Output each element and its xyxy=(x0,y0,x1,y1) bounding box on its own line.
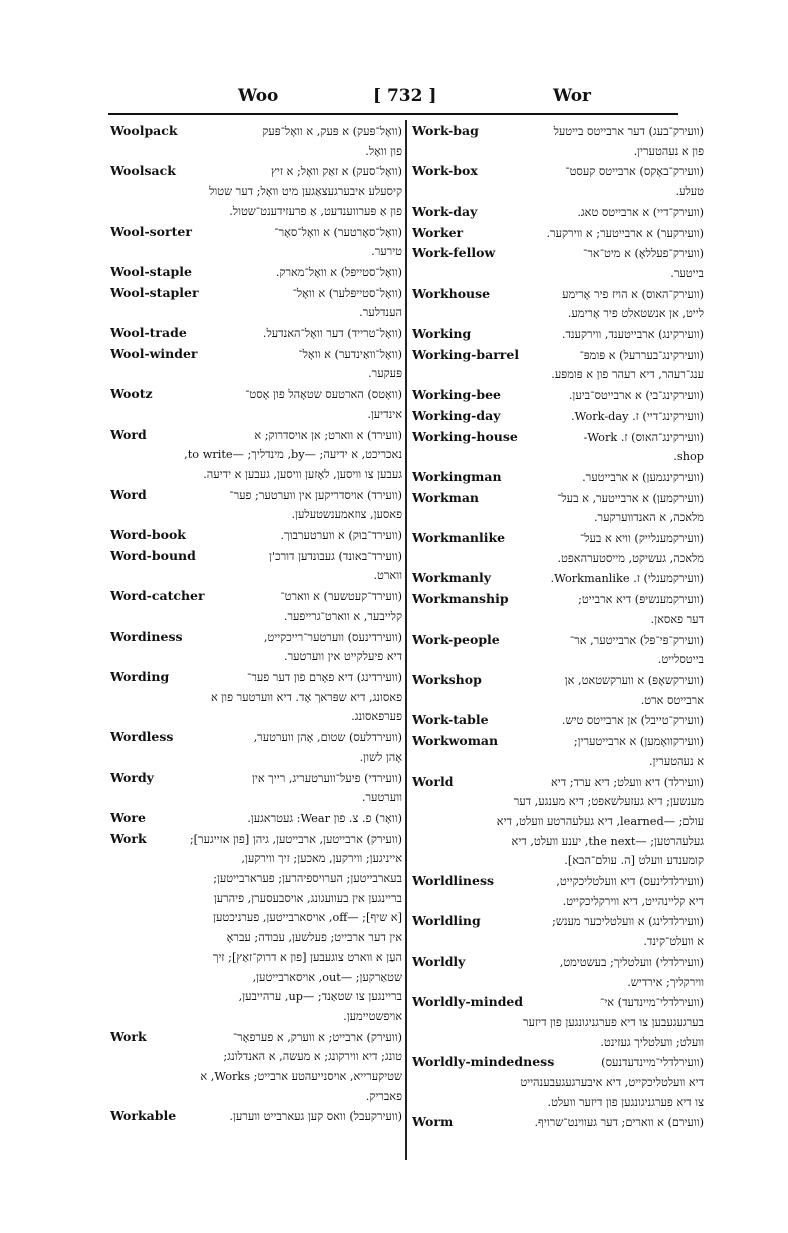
entry-definition-continued: לייט, אן אנשטאלט פיר אָרימע. xyxy=(567,307,704,321)
entry-definition: (וואָל־פּעק) א פּעק, א וואָל־פּעק xyxy=(262,125,402,138)
dictionary-entry xyxy=(412,589,704,629)
dictionary-entry xyxy=(110,1106,402,1127)
entry-definition: (וועירק־דיי) א ארבייטס טאג. xyxy=(577,205,704,219)
entry-headword: Work-day xyxy=(412,203,478,219)
entry-definition-continued: פון א נעהטערין. xyxy=(633,144,704,158)
dictionary-entry xyxy=(110,283,402,323)
entry-headword: Woolsack xyxy=(110,163,176,179)
entry-headword: Workhouse xyxy=(412,285,491,301)
dictionary-entry xyxy=(412,992,704,1052)
entry-headword: Worldly-minded xyxy=(412,994,524,1010)
entry-definition-continued: בריינגען אין בעוועגונג, אויסבעסערן, פיהרען xyxy=(213,891,402,905)
entry-definition-continued: געלעהרטען; —the next, יענע וועלט, דיא xyxy=(511,834,704,848)
entry-first-line xyxy=(412,121,704,142)
entry-definition: (וועירקוואָמען) א ארבייטערין; xyxy=(573,735,704,749)
page-number: [ 732 ] xyxy=(373,86,437,106)
entry-definition: (וועירקינג־האוס) ז. Work- xyxy=(583,430,704,444)
entry-definition-continued: פון וואָל. xyxy=(365,144,402,158)
dictionary-entry xyxy=(412,202,704,223)
entry-headword: Workmanly xyxy=(412,570,492,586)
entry-headword: Workable xyxy=(110,1108,177,1124)
entry-definition: (וועירק־פּי־פּל) ארבייטער, אר־ xyxy=(569,633,704,647)
entry-definition: (וועירקשאָפּ) א ווערקשטאט, אן xyxy=(564,673,704,687)
entry-first-line xyxy=(110,262,402,283)
entry-definition: (וואָל־וואַינדער) א וואָל־ xyxy=(298,347,402,361)
entry-definition-continued: אָהן לשון. xyxy=(359,750,402,764)
entry-definition-continued: טונג; דיא ווירקונג; א מעשה, א האנדלונג; xyxy=(223,1050,402,1064)
entry-headword: Wordy xyxy=(110,769,154,785)
entry-definition: (וועירדינעס) ווערטער־רייכקייט, xyxy=(263,630,402,644)
entry-headword: Worldliness xyxy=(412,873,495,889)
entry-definition-continued: קומענדע וועלט [ה. עולם־הבא]. xyxy=(564,854,704,868)
entry-first-line xyxy=(412,467,704,488)
entry-definition: (וואָל־סאָרטער) א וואָל־סאָר־ xyxy=(274,225,402,239)
entry-definition-continued: אין דער ארבייט; פעלשען, עבודה; עבראָ xyxy=(226,931,402,945)
dictionary-entry xyxy=(412,284,704,324)
column-divider xyxy=(405,120,407,1160)
entry-headword: Workwoman xyxy=(412,733,499,749)
entry-definition-continued: דיא קליינהייט, דיא ווירקליכקייט. xyxy=(562,894,704,908)
entry-definition-continued: דיא פיעלקייט אין ווערטער. xyxy=(284,650,402,664)
entry-headword: Work xyxy=(110,830,147,846)
dictionary-entry xyxy=(110,1027,402,1107)
entry-first-line xyxy=(412,284,704,305)
entry-definition-continued: דער פאסאן. xyxy=(650,612,704,626)
dictionary-entry xyxy=(412,161,704,201)
entry-definition: (וועירד) אויסדריקען אין ווערטער; פער־ xyxy=(229,488,402,502)
entry-definition: (וועירק־בעג) דער ארבייטס בייטעל xyxy=(553,125,704,138)
entry-definition: (וואָל־סעק) א זאַק וואָל; א זיץ xyxy=(271,165,402,179)
entry-definition-continued: קיסעלע איבערגעצאַגען מיט וואָל; דער שטול xyxy=(209,185,402,199)
entry-headword: Workmanlike xyxy=(412,530,506,546)
left-column xyxy=(110,121,402,1127)
entry-first-line xyxy=(110,768,402,789)
dictionary-entry xyxy=(110,323,402,344)
entry-definition-continued: א נעהטערין. xyxy=(648,754,704,768)
entry-definition-continued: טירער. xyxy=(371,245,402,259)
entry-definition-continued: פאסען, צוזאמענשטעלען. xyxy=(291,508,402,522)
entry-definition: (וועירלדלי־מיינדעדנעס) xyxy=(601,1056,704,1070)
entry-definition: (וועירקמענלי) ז. Workmanlike. xyxy=(550,572,704,586)
entry-definition-continued: [א שיף]; —off, אויסארבייטען, פערניכטען xyxy=(213,911,402,925)
entry-first-line xyxy=(110,808,402,829)
entry-definition-continued: פערפאסונג. xyxy=(351,710,402,724)
entry-definition: (וועירק־פעללאָ) א מיט־אר־ xyxy=(583,247,704,261)
entry-definition-continued: ענג־רעהר, דיא רעהר פון א פּומפּע. xyxy=(551,368,704,382)
entry-first-line xyxy=(110,121,402,142)
dictionary-entry xyxy=(110,161,402,221)
entry-first-line xyxy=(110,627,402,648)
entry-definition: (וועירלדלי) וועלטליך; בעשטימט, xyxy=(559,955,704,969)
entry-definition-continued: ווארט. xyxy=(373,569,402,583)
dictionary-entry xyxy=(412,488,704,528)
entry-headword: Working-barrel xyxy=(412,346,520,362)
entry-definition: (וועירדלעס) שטום, אָהן ווערטער, xyxy=(253,731,402,745)
dictionary-entry xyxy=(412,670,704,710)
entry-headword: Work xyxy=(110,1028,147,1044)
entry-headword: Work-people xyxy=(412,631,500,647)
entry-definition: (וואָל־טרייד) דער וואָל־האנדעל. xyxy=(262,327,402,341)
entry-first-line xyxy=(110,161,402,182)
dictionary-entry xyxy=(412,630,704,670)
entry-headword: Wool-staple xyxy=(110,263,192,279)
entry-first-line xyxy=(412,223,704,244)
entry-first-line xyxy=(110,727,402,748)
entry-headword: Work-table xyxy=(412,712,489,728)
entry-definition-continued: עולם; —learned, דיא געלעהרטע וועלט, דיא xyxy=(496,814,704,828)
entry-first-line xyxy=(110,485,402,506)
dictionary-entry xyxy=(412,385,704,406)
entry-first-line xyxy=(412,345,704,366)
entry-first-line xyxy=(110,829,402,850)
entry-definition-continued: מלאכה, א האנדווערקער. xyxy=(593,511,704,525)
dictionary-entry xyxy=(110,586,402,626)
entry-first-line xyxy=(110,283,402,304)
entry-first-line xyxy=(412,202,704,223)
entry-headword: Work-fellow xyxy=(412,245,496,261)
dictionary-entry xyxy=(110,727,402,767)
entry-headword: Wool-stapler xyxy=(110,284,199,300)
entry-headword: Word-bound xyxy=(110,547,196,563)
entry-definition-continued: בריינגען צו שטאַנד; —up, ערהייבען, xyxy=(238,990,402,1004)
entry-first-line xyxy=(412,243,704,264)
entry-headword: Worldly-mindedness xyxy=(412,1054,555,1070)
entry-headword: Work-box xyxy=(412,163,478,179)
page-header xyxy=(108,82,678,112)
entry-first-line xyxy=(412,568,704,589)
dictionary-entry xyxy=(110,344,402,384)
entry-first-line xyxy=(412,385,704,406)
entry-first-line xyxy=(110,323,402,344)
entry-definition: (וועירד־באונד) געבונדען דורכ'ן xyxy=(269,549,402,563)
dictionary-entry xyxy=(110,627,402,667)
entry-first-line xyxy=(110,1106,402,1127)
entry-definition-continued: קלייבער, א ווארט־גרייפער. xyxy=(283,609,402,623)
dictionary-entry xyxy=(412,1112,704,1133)
dictionary-entry xyxy=(110,667,402,727)
dictionary-entry xyxy=(110,808,402,829)
entry-first-line xyxy=(412,911,704,932)
dictionary-entry xyxy=(110,262,402,283)
dictionary-entry xyxy=(412,223,704,244)
entry-headword: Wool-winder xyxy=(110,345,198,361)
dictionary-entry xyxy=(110,829,402,1027)
entry-definition: (וואָטס) הארטעס שטאָהל פון אָסט־ xyxy=(245,388,402,402)
entry-definition-continued: פאבריק. xyxy=(365,1089,402,1103)
entry-definition-continued: בייטסלייט. xyxy=(657,653,704,667)
dictionary-entry xyxy=(412,772,704,872)
entry-definition: (וועירקמענלייק) וויא א בעל־ xyxy=(579,532,704,546)
entry-definition-continued: אייניגען; ווירקען, מאכען; זיך ווירקען, xyxy=(241,852,402,866)
entry-definition-continued: אינדיען. xyxy=(367,407,402,421)
entry-first-line xyxy=(412,731,704,752)
entry-headword: Work-bag xyxy=(412,123,479,138)
entry-first-line xyxy=(412,324,704,345)
dictionary-entry xyxy=(412,952,704,992)
entry-first-line xyxy=(110,222,402,243)
dictionary-entry xyxy=(110,425,402,485)
entry-first-line xyxy=(110,425,402,446)
entry-definition: (וועירק) ארבייטען, ארבייטען, גיהן [פון אזייגער]; xyxy=(189,832,402,846)
entry-definition: (וועירקינג־דיי) ז. Work-day. xyxy=(571,409,704,423)
entry-first-line xyxy=(412,589,704,610)
entry-first-line xyxy=(110,525,402,546)
header-rule xyxy=(108,113,678,115)
entry-headword: Workingman xyxy=(412,468,502,484)
entry-headword: Wordiness xyxy=(110,628,183,644)
entry-headword: Workman xyxy=(412,489,480,505)
dictionary-entry xyxy=(412,1052,704,1112)
entry-definition: (וועירדינג) דיא פאָרם פון דער פער־ xyxy=(247,670,402,684)
entry-definition-continued: ארבייטס ארט. xyxy=(640,693,704,707)
entry-first-line xyxy=(412,772,704,793)
entry-definition: (וועירקינג־בי) א ארבייטס־ביען. xyxy=(568,389,704,403)
entry-definition: (וועירקינג־בעררעל) א פּומפּ־ xyxy=(579,348,704,362)
entry-headword: Worldling xyxy=(412,913,481,929)
dictionary-entry xyxy=(110,768,402,808)
entry-first-line xyxy=(412,427,704,448)
entry-definition-continued: הענדלער. xyxy=(359,306,402,320)
entry-headword: Working-bee xyxy=(412,387,502,403)
entry-definition-continued: שטאַרקען; —out, אויסארבייטען, xyxy=(252,970,402,984)
entry-definition-continued: שטיקערייא, אויסנייעהטע ארבייט; Works, א xyxy=(200,1070,402,1084)
entry-first-line xyxy=(110,586,402,607)
entry-headword: Word xyxy=(110,426,147,442)
entry-headword: Word xyxy=(110,486,147,502)
entry-first-line xyxy=(412,992,704,1013)
entry-headword: Wootz xyxy=(110,386,153,402)
entry-definition-continued: בעארבייטען; הערויספיהרען; פערארבייטען; xyxy=(213,872,402,886)
entry-definition: (וועירק־האוס) א הויז פיר אָרימע xyxy=(562,287,704,301)
dictionary-entry xyxy=(412,324,704,345)
entry-headword: Worker xyxy=(412,224,464,240)
entry-definition: (וועירקמענשיפּ) דיא ארבייט; xyxy=(578,593,704,607)
entry-definition-continued: העַן א ווארט צוגעבען [פון א דרוק־זאַץ]; זיך xyxy=(212,950,402,964)
entry-definition-continued: א וועלט־קינד. xyxy=(643,935,704,949)
dictionary-entry xyxy=(412,467,704,488)
entry-headword: Working-house xyxy=(412,428,518,444)
entry-first-line xyxy=(110,344,402,365)
entry-definition-continued: אויפשטיימען. xyxy=(343,1009,402,1023)
entry-definition: (וועירד־קעטשער) א ווארט־ xyxy=(280,590,402,604)
entry-headword: Wool-sorter xyxy=(110,223,192,239)
entry-headword: Worm xyxy=(412,1114,454,1130)
entry-definition-continued: בייטער. xyxy=(670,266,704,280)
entry-definition: (וועירלדלינג) א וועלטליכער מענש; xyxy=(552,915,704,929)
entry-definition-continued: וועלט; וועלטליך געזינט. xyxy=(600,1035,704,1049)
entry-definition: (וועירד) א ווארט; אן אויסדרוק; א xyxy=(254,428,402,442)
dictionary-entry xyxy=(412,528,704,568)
dictionary-entry xyxy=(412,345,704,385)
entry-first-line xyxy=(412,670,704,691)
right-column xyxy=(412,121,704,1133)
entry-first-line xyxy=(110,1027,402,1048)
entry-definition-continued: מענשען; דיא געזעלשאפט; דיא מענגע, דער xyxy=(513,795,704,809)
dictionary-entry xyxy=(110,546,402,586)
entry-definition: (וועירקינג) ארבייטענד, ווירקענד. xyxy=(561,328,704,342)
entry-first-line xyxy=(412,1052,704,1073)
entry-first-line xyxy=(412,630,704,651)
dictionary-entry xyxy=(412,871,704,911)
entry-first-line xyxy=(110,667,402,688)
entry-definition-continued: בערגעגעבען צו דיא פערגניגונגען פון דיזער xyxy=(523,1015,704,1029)
header-right-guide-word: Wor xyxy=(553,86,592,106)
dictionary-entry xyxy=(412,710,704,731)
dictionary-entry xyxy=(412,568,704,589)
dictionary-entry xyxy=(110,525,402,546)
entry-first-line xyxy=(412,528,704,549)
entry-definition: (וועירלד) דיא וועלט; דיא ערד; דיא xyxy=(551,775,704,789)
entry-first-line xyxy=(412,952,704,973)
entry-first-line xyxy=(412,710,704,731)
entry-definition-continued: דיא וועלטליכקייט, דיא איבערגעגעבענהייט xyxy=(520,1076,704,1090)
entry-headword: Wordless xyxy=(110,729,174,745)
entry-definition: (וועירק־טייבל) אן ארבייטס טיש. xyxy=(561,714,704,728)
header-left-guide-word: Woo xyxy=(238,86,279,106)
entry-definition: (וועירקמען) א ארבייטער, א בעל־ xyxy=(557,491,704,505)
entry-definition-continued: געבען צו וויסען, לאָזען וויסען, געבען א ידיעה. xyxy=(203,467,402,481)
entry-headword: Wore xyxy=(110,809,146,825)
entry-headword: Woolpack xyxy=(110,123,178,138)
entry-headword: World xyxy=(412,773,454,789)
entry-headword: Workshop xyxy=(412,671,482,687)
entry-headword: Wording xyxy=(110,668,170,684)
entry-definition-continued: ווירקליך; אירדיש. xyxy=(627,975,704,989)
entry-definition-continued: צו דיא פערגניגונגען פון דיזער וועלט. xyxy=(547,1095,704,1109)
dictionary-entry xyxy=(412,911,704,951)
dictionary-entry xyxy=(412,243,704,283)
entry-headword: Workmanship xyxy=(412,591,509,607)
entry-first-line xyxy=(110,546,402,567)
entry-first-line xyxy=(412,1112,704,1133)
entry-definition-continued: נאכריכט, א ידיעה; —by, מינדליך; —to write, xyxy=(184,448,402,462)
entry-headword: Working xyxy=(412,326,472,342)
entry-definition: (וועירקעבל) וואס קען געארבייט ווערען. xyxy=(229,1110,402,1124)
dictionary-entry xyxy=(110,485,402,525)
entry-headword: Word-book xyxy=(110,527,186,543)
dictionary-entry xyxy=(110,121,402,161)
entry-definition-continued: טעלע. xyxy=(675,185,704,199)
dictionary-entry xyxy=(110,222,402,262)
entry-first-line xyxy=(412,161,704,182)
entry-definition: (וועירק) ארבייט; א ווערק, א פערפאָר־ xyxy=(232,1030,402,1044)
entry-headword: Word-catcher xyxy=(110,588,205,604)
entry-definition: (וואָל־סטייפּל) א וואָל־מארק. xyxy=(275,265,402,279)
dictionary-entry xyxy=(412,731,704,771)
entry-definition: (וועירדי) פיעל־ווערטעריג, רייך אין xyxy=(252,771,402,785)
entry-definition-continued: פּעקער. xyxy=(368,367,402,381)
entry-first-line xyxy=(412,406,704,427)
entry-definition: (וועירם) א ווארים; דער געווינט־שרויף. xyxy=(534,1116,704,1130)
entry-definition: (וואָר) פ. צ. פון Wear: געטראגען. xyxy=(247,811,402,825)
entry-definition: (וואָל־סטייפּלער) א וואָל־ xyxy=(292,286,402,300)
entry-headword: Worldly xyxy=(412,953,466,969)
entry-definition-continued: ווערטער. xyxy=(361,791,402,805)
entry-definition: (וועירקינגמען) א ארבייטער. xyxy=(582,470,704,484)
entry-headword: Working-day xyxy=(412,407,501,423)
entry-definition: (וועירק־באָקס) ארבייטס קעסט־ xyxy=(565,165,704,179)
entry-definition: (וועירלדלי־מיינדעד) אי־ xyxy=(600,996,704,1010)
entry-definition-continued: shop. xyxy=(673,450,704,464)
dictionary-entry xyxy=(412,121,704,161)
entry-definition-continued: פאסונג, דיא שפּראך אָד. דיא ווערטער פון א xyxy=(210,690,402,704)
dictionary-entry xyxy=(412,427,704,467)
entry-definition-continued: מלאכה, געשיקט, מייסטערהאפט. xyxy=(557,551,704,565)
dictionary-entry xyxy=(412,406,704,427)
entry-headword: Wool-trade xyxy=(110,325,187,341)
entry-first-line xyxy=(412,488,704,509)
entry-first-line xyxy=(110,384,402,405)
dictionary-entry xyxy=(110,384,402,424)
entry-definition: (וועירלדלינעס) דיא וועלטליכקייט, xyxy=(556,875,704,889)
entry-first-line xyxy=(412,871,704,892)
entry-definition-continued: פון אַ פּערווענדעט, אַ פרעזידענט־שטול. xyxy=(229,204,402,218)
entry-definition: (וועירקער) א ארבייטער; א ווירקער. xyxy=(546,226,704,240)
entry-definition: (וועירד־בוּק) א ווערטערבוך. xyxy=(280,529,402,543)
